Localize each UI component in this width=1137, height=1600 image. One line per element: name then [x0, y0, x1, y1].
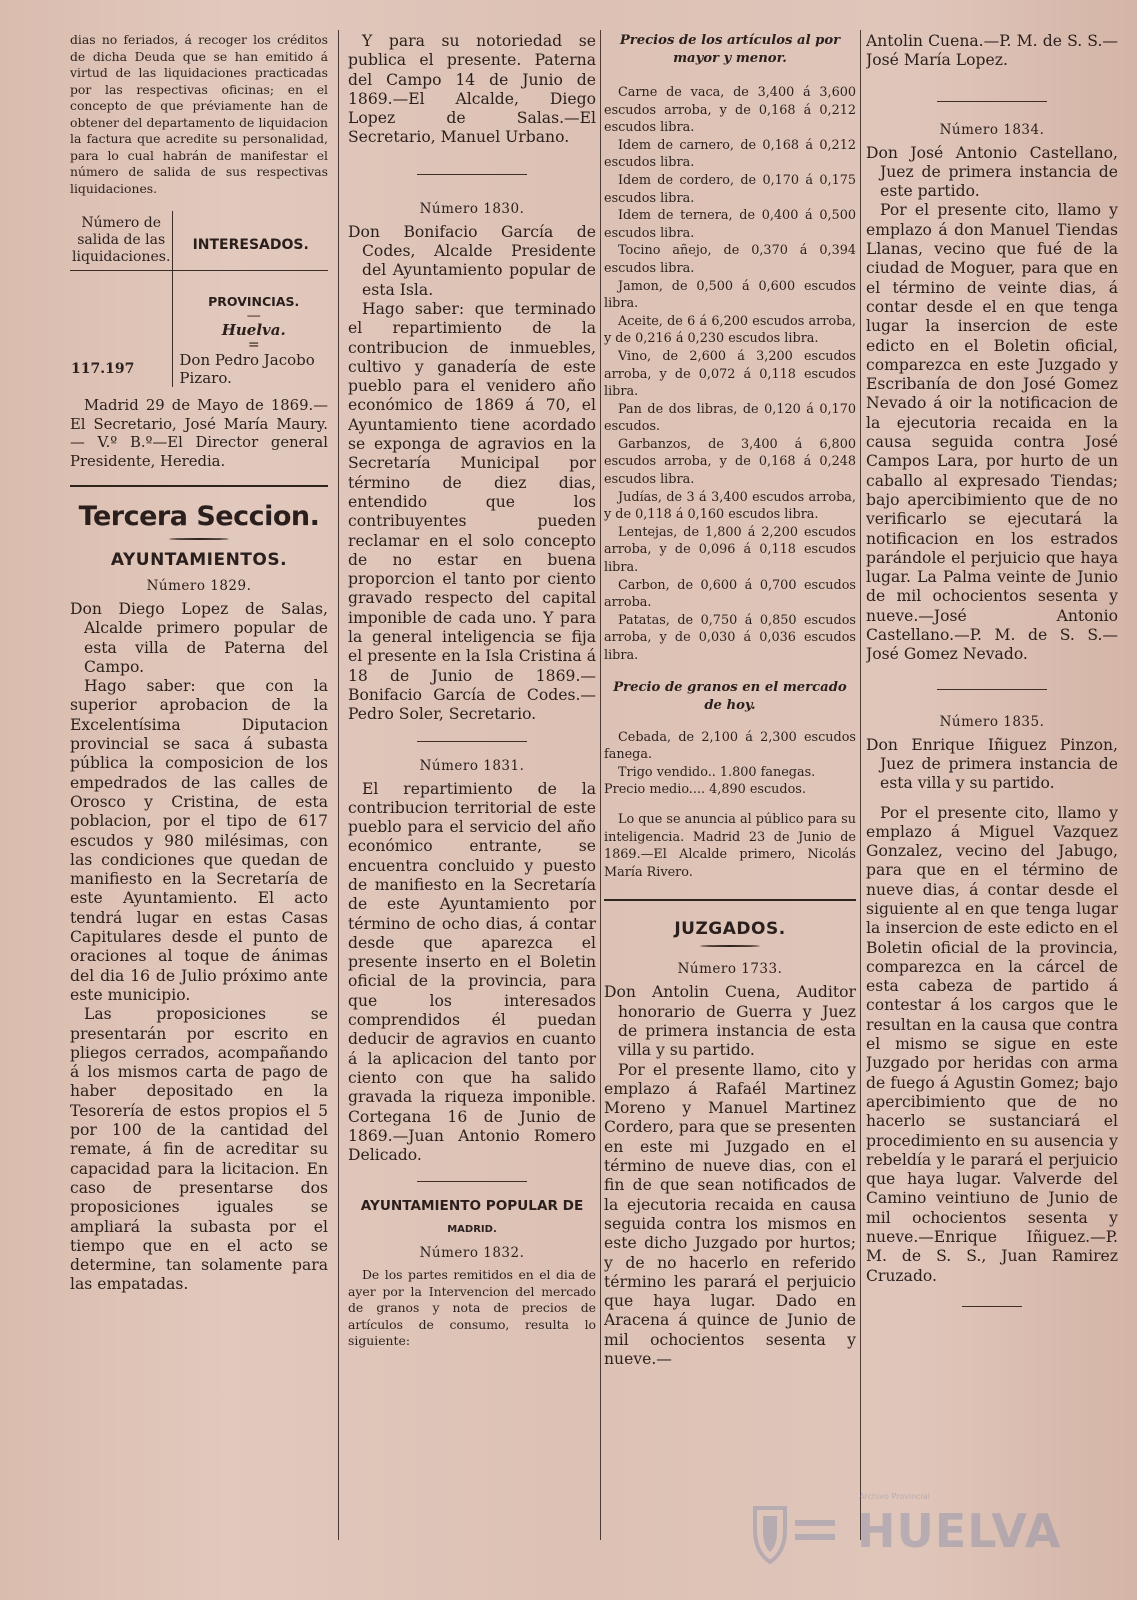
notice-heading: Don José Antonio Castellano, Juez de primera instancia de este partido.	[866, 143, 1118, 201]
equals-sign: =	[247, 337, 260, 353]
column-divider	[860, 30, 861, 1540]
divider	[962, 1306, 1022, 1307]
archive-logo-icon	[735, 1500, 845, 1570]
column-3	[604, 32, 856, 1580]
table-header-number: Número de salida de las liquidaciones.	[70, 211, 173, 271]
notice-body: Hago saber: que con la superior aprobacion de la Excelentísima Diputacion provincial se saca á subasta pública la composicion de los empedrados de las calles de Orosco y Cristina, de esta poblacion, por el tipo de 617 escudos y 980 milésimas, con las condiciones que quedan de manifiesto en la Secretaría de este Ayuntamiento. El acto tendrá lugar en estas Casas Capitulares desde el punto de oraciones al toque de ánimas del dia 16 de Julio próximo ante este municipio.	[70, 677, 328, 1004]
ornament-divider	[700, 945, 760, 947]
watermark-word: HUELVA	[857, 1504, 1062, 1558]
dash: —	[246, 308, 261, 324]
ayuntamientos-heading: AYUNTAMIENTOS.	[110, 550, 288, 570]
divider	[70, 485, 328, 487]
huelva-label: Huelva.	[221, 321, 286, 339]
column-divider	[338, 30, 339, 1540]
prices-title: Precios de los artículos al por mayor y menor.	[619, 33, 841, 66]
price-item: Idem de ternera, de 0,400 á 0,500 escudos libra.	[604, 208, 856, 241]
price-item: Garbanzos, de 3,400 á 6,800 escudos arroba, y de 0,168 á 0,248 escudos libra.	[604, 436, 856, 488]
price-item: Vino, de 2,600 á 3,200 escudos arroba, y de 0,072 á 0,118 escudos libra.	[604, 348, 856, 400]
price-item: Idem de cordero, de 0,170 á 0,175 escudos libra.	[604, 172, 856, 206]
price-item: Trigo vendido.. 1.800 fanegas.	[618, 764, 816, 780]
notice-number: Número 1835.	[939, 713, 1045, 730]
notice-heading: Don Bonifacio García de Codes, Alcalde Presidente del Ayuntamiento popular de esta Isla.	[348, 222, 596, 299]
divider	[417, 174, 527, 175]
intro-paragraph: dias no feriados, á recoger los créditos de dicha Deuda que se han emitido á virtud de las liquidaciones practicadas por las respectivas oficinas; en el concepto de que préviamente han de obtener del departamento de liquidacion la factura que acredite su personalidad, para lo cual habrán de manifestar el número de salida de sus respectivas liquidaciones.	[70, 32, 328, 196]
divider	[937, 101, 1047, 102]
price-item: Pan de dos libras, de 0,120 á 0,170 escudos.	[604, 401, 856, 435]
notice-closing: Y para su notoriedad se publica el presente. Paterna del Campo 14 de Junio de 1869.—El Alcalde, Diego Lopez de Salas.—El Secretario, Manuel Urbano.	[348, 32, 596, 147]
price-item: Lentejas, de 1,800 á 2,200 escudos arroba, y de 0,096 á 0,118 escudos libra.	[604, 524, 856, 576]
juzgados-heading: JUZGADOS.	[674, 919, 786, 940]
ayuntamiento-madrid-heading: AYUNTAMIENTO POPULAR DE	[360, 1198, 584, 1215]
divider	[417, 1181, 527, 1182]
row-name: Don Pedro Jacobo Pizaro.	[179, 351, 315, 387]
interesados-table	[70, 211, 328, 387]
column-divider	[600, 30, 601, 1540]
price-item: Patatas, de 0,750 á 0,850 escudos arroba, y de 0,030 á 0,036 escudos libra.	[604, 612, 856, 663]
price-item: Jamon, de 0,500 á 0,600 escudos libra.	[604, 278, 856, 312]
signature-block: Madrid 29 de Mayo de 1869.— El Secretario, José María Maury.— V.º B.º—El Director general Presidente, Heredia.	[70, 397, 328, 470]
column-4	[866, 32, 1118, 1580]
notice-closing: Antolin Cuena.—P. M. de S. S.—José María Lopez.	[866, 32, 1118, 70]
notice-heading: Don Enrique Iñiguez Pinzon, Juez de primera instancia de esta villa y su partido.	[866, 735, 1118, 793]
watermark-tag: Archivo Provincial	[859, 1492, 930, 1501]
section-title: Tercera Seccion.	[78, 501, 320, 532]
price-item: Carbon, de 0,600 á 0,700 escudos arroba.	[604, 577, 856, 611]
ornament-divider	[169, 538, 229, 540]
price-list	[604, 84, 856, 665]
column-1	[70, 32, 328, 1580]
divider	[417, 741, 527, 742]
price-item: Judías, de 3 á 3,400 escudos arroba, y de 0,118 á 0,160 escudos libra.	[604, 489, 856, 523]
archive-watermark	[735, 1492, 1062, 1570]
price-item: Aceite, de 6 á 6,200 escudos arroba, y de 0,216 á 0,230 escudos libra.	[604, 313, 856, 347]
notice-body: De los partes remitidos en el dia de ayer por la Intervencion del mercado de granos y nota de precios de artículos de consumo, resulta lo siguiente:	[348, 1267, 596, 1349]
notice-number: Número 1834.	[939, 121, 1045, 138]
price-item: Idem de carnero, de 0,168 á 0,212 escudos libra.	[604, 137, 856, 171]
column-2	[348, 32, 596, 1580]
row-number: 117.197	[70, 271, 173, 388]
notice-heading: Don Diego Lopez de Salas, Alcalde primero popular de esta villa de Paterna del Campo.	[70, 600, 328, 676]
row-content	[173, 271, 328, 388]
notice-number: Número 1831.	[419, 757, 525, 774]
notice-heading: Don Antolin Cuena, Auditor honorario de Guerra y Juez de primera instancia de esta villa y su partido.	[604, 983, 856, 1060]
notice-body: El repartimiento de la contribucion territorial de este pueblo para el servicio del año económico entrante, se encuentra concluido y puesto de manifiesto en la Secretaría de este Ayuntamiento por término de ocho dias, á contar desde que aparezca el presente inserto en el Boletin oficial de la provincia, para que los interesados comprendidos él puedan deducir de agravios en cuanto á la aplicacion del tanto por ciento con que ha salido gravada la riqueza imponible. Cortegana 16 de Junio de 1869.—Juan Antonio Romero Delicado.	[348, 779, 596, 1165]
divider	[604, 899, 856, 901]
price-item: Precio medio.... 4,890 escudos.	[604, 782, 806, 798]
table-header-interesados: INTERESADOS.	[173, 211, 328, 271]
notice-body: Las proposiciones se presentarán por escrito en pliegos cerrados, acompañando á los mismos carta de pago de haber depositado en la Tesorería de estos propios el 5 por 100 de la cantidad del remate, á fin de acreditar su capacidad para la licitacion. En caso de presentarse dos proposiciones iguales se ampliará la subasta por el tiempo que en el acto se determine, tan solamente para las empatadas.	[70, 1005, 328, 1294]
madrid-label: MADRID.	[447, 1224, 497, 1236]
notice-number: Número 1733.	[677, 961, 783, 978]
price-item: Cebada, de 2,100 á 2,300 escudos fanega.	[604, 729, 856, 763]
notice-number: Número 1829.	[146, 578, 252, 594]
notice-number: Número 1830.	[419, 200, 525, 217]
grain-prices-title: Precio de granos en el mercado de hoy.	[613, 679, 847, 713]
price-item: Carne de vaca, de 3,400 á 3,600 escudos arroba, y de 0,168 á 0,212 escudos libra.	[604, 85, 856, 136]
price-item: Tocino añejo, de 0,370 á 0,394 escudos libra.	[604, 243, 856, 276]
divider	[937, 689, 1047, 690]
provincias-label: PROVINCIAS.	[208, 294, 300, 309]
notice-body: Hago saber: que terminado el repartimiento de la contribucion de inmuebles, cultivo y ganadería de este pueblo para el venidero año económico de 1869 á 70, el Ayuntamiento tiene acordado se exponga de agravios en la Secretaría Municipal por término de diez dias, entendido que los contribuyentes pueden reclamar en el solo concepto de no estar en buena proporcion el tanto por ciento gravado respecto del capital imponible de cada uno. Y para la general inteligencia se fija el presente en la Isla Cristina á 18 de Junio de 1869.—Bonifacio García de Codes.—Pedro Soler, Secretario.	[348, 299, 596, 724]
notice-body: Por el presente llamo, cito y emplazo á Rafaél Martinez Moreno y Manuel Martinez Cordero, para que se presenten en este mi Juzgado en el término de nueve dias, con el fin de que sean notificados de la ejecutoria recaida en causa seguida contra los mismos en este dicho Juzgado por hurtos; y de no hacerlo en referido término les parará el perjuicio que haya lugar. Dado en Aracena á quince de Junio de mil ochocientos sesenta y nueve.—	[604, 1060, 856, 1368]
notice-body: Por el presente cito, llamo y emplazo á Miguel Vazquez Gonzalez, vecino del Jabugo, para que en el término de nueve dias, á contar desde el siguiente al en que tenga lugar la insercion de este edicto en el Boletin oficial de la provincia, comparezca en la cárcel de esta cabeza de partido á contestar á los cargos que le resultan en la causa que contra el mismo se sigue en este Juzgado por heridas con arma de fuego á Agustin Gomez; bajo apercibimiento que de no hacerlo se sustanciará el procedimiento en su ausencia y rebeldía y le parará el perjuicio que haya lugar. Valverde del Camino veintiuno de Junio de mil ochocientos sesenta y nueve.—Enrique Iñiguez.—P. M. de S. S., Juan Ramirez Cruzado.	[866, 803, 1118, 1285]
notice-closing: Lo que se anuncia al público para su inteligencia. Madrid 23 de Junio de 1869.—El Alcalde primero, Nicolás María Rivero.	[604, 811, 856, 880]
notice-body: Por el presente cito, llamo y emplazo á don Manuel Tiendas Llanas, vecino que fué de la ciudad de Moguer, para que en el término de veinte dias, á contar desde el en que tenga lugar la insercion de este edicto en el Boletin oficial, comparezca en este Juzgado y Escribanía de don José Gomez Nevado á oir la notificacion de la ejecutoria recaida en la causa seguida contra José Campos Lara, por hurto de un caballo al expresado Tiendas; bajo apercibimiento que de no verificarlo se ejecutará la notificacion en los estrados parándole el perjuicio que haya lugar. La Palma veinte de Junio de mil ochocientos sesenta y nueve.—José Antonio Castellano.—P. M. de S. S.—José Gomez Nevado.	[866, 201, 1118, 664]
notice-number: Número 1832.	[419, 1245, 525, 1262]
